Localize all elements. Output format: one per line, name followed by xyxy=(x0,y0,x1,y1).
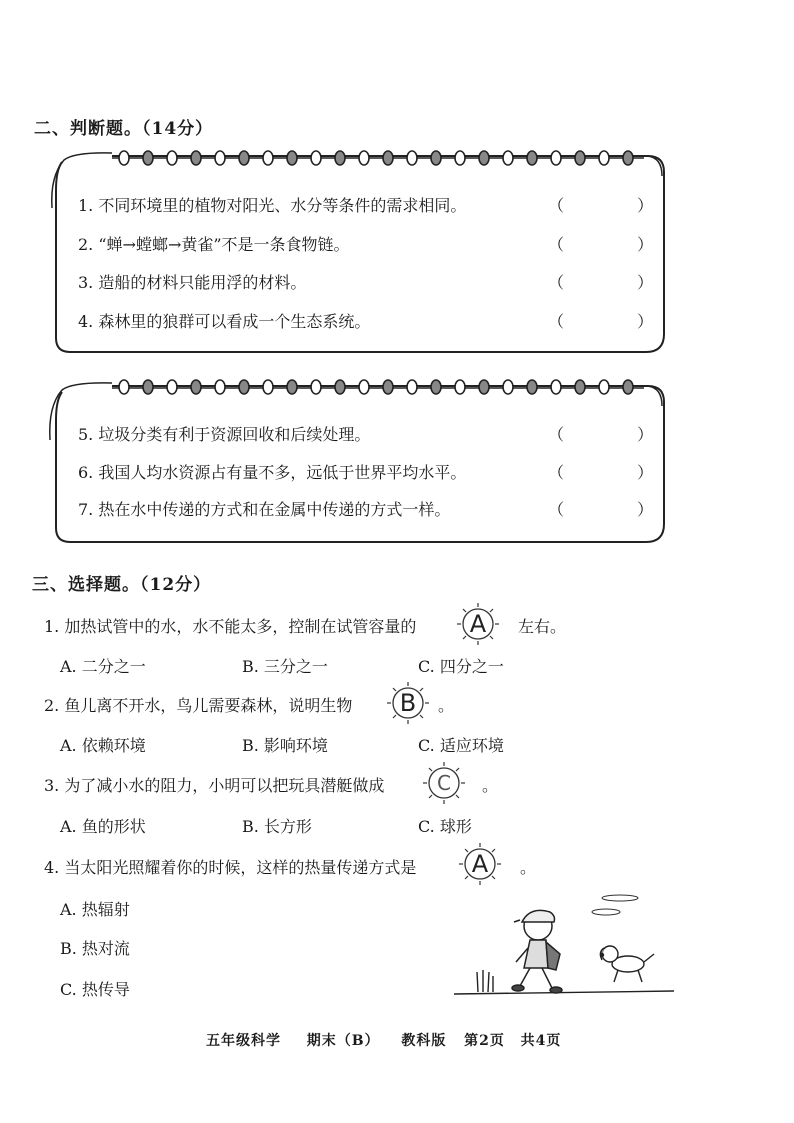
footer xyxy=(206,1030,561,1050)
footer-subject: 五年级科学 xyxy=(206,1033,281,1049)
answer-blank-3[interactable]: （ ） xyxy=(548,273,688,292)
q3-option-b: B. 长方形 xyxy=(242,817,312,836)
dog-illustration xyxy=(600,946,654,982)
q2-option-c: C. 适应环境 xyxy=(418,736,504,755)
choice-question-3: 3. 为了减小水的阻力，小明可以把玩具潜艇做成 xyxy=(44,776,385,795)
q1-option-a: A. 二分之一 xyxy=(60,657,146,676)
answer-blank-5[interactable]: （ ） xyxy=(548,425,688,444)
footer-exam: 期末（B） xyxy=(306,1033,380,1049)
judgment-question-3: 3. 造船的材料只能用浮的材料。 xyxy=(78,273,307,292)
section-2-title: 二、判断题。（14分） xyxy=(34,119,214,139)
q4-option-a: A. 热辐射 xyxy=(60,900,130,919)
judgment-question-5: 5. 垃圾分类有利于资源回收和后续处理。 xyxy=(78,425,371,444)
spiral-ring-icon xyxy=(116,377,636,397)
answer-slot-1[interactable] xyxy=(456,602,500,646)
handwritten-answer-2: B xyxy=(399,689,417,717)
handwritten-answer-4: A xyxy=(471,850,489,878)
q4-option-b: B. 热对流 xyxy=(60,939,130,958)
q4-option-c: C. 热传导 xyxy=(60,980,130,999)
judgment-question-2: 2. “蝉→螳螂→黄雀”不是一条食物链。 xyxy=(78,235,350,254)
judgment-question-1: 1. 不同环境里的植物对阳光、水分等条件的需求相同。 xyxy=(78,196,467,215)
q2-option-a: A. 依赖环境 xyxy=(60,736,146,755)
q1-option-b: B. 三分之一 xyxy=(242,657,328,676)
judgment-question-6: 6. 我国人均水资源占有量不多，远低于世界平均水平。 xyxy=(78,463,467,482)
footer-page: 第2页 xyxy=(464,1033,505,1049)
choice-question-4: 4. 当太阳光照耀着你的时候，这样的热量传递方式是 xyxy=(44,858,417,877)
q2-option-b: B. 影响环境 xyxy=(242,736,328,755)
answer-blank-6[interactable]: （ ） xyxy=(548,463,688,482)
answer-blank-4[interactable]: （ ） xyxy=(548,312,688,331)
answer-blank-1[interactable]: （ ） xyxy=(548,196,688,215)
q3-option-a: A. 鱼的形状 xyxy=(60,817,146,836)
answer-slot-2[interactable] xyxy=(386,681,430,725)
handwritten-answer-1: A xyxy=(469,610,487,638)
walking-boy-illustration xyxy=(450,890,680,1002)
choice-question-3-suffix: 。 xyxy=(482,776,499,795)
choice-question-1-suffix: 左右。 xyxy=(518,617,567,636)
q3-option-c: C. 球形 xyxy=(418,817,472,836)
judgment-question-7: 7. 热在水中传递的方式和在金属中传递的方式一样。 xyxy=(78,500,451,519)
choice-question-4-suffix: 。 xyxy=(520,858,537,877)
answer-blank-2[interactable]: （ ） xyxy=(548,235,688,254)
handwritten-answer-3: C xyxy=(437,771,451,795)
choice-question-2-suffix: 。 xyxy=(438,696,455,715)
footer-edition: 教科版 xyxy=(401,1033,447,1049)
judgment-question-4: 4. 森林里的狼群可以看成一个生态系统。 xyxy=(78,312,371,331)
answer-blank-7[interactable]: （ ） xyxy=(548,500,688,519)
q1-option-c: C. 四分之一 xyxy=(418,657,504,676)
ring-row-2 xyxy=(116,377,636,397)
answer-slot-3[interactable] xyxy=(422,761,466,805)
choice-question-2: 2. 鱼儿离不开水，鸟儿需要森林，说明生物 xyxy=(44,696,353,715)
choice-question-1: 1. 加热试管中的水，水不能太多，控制在试管容量的 xyxy=(44,617,417,636)
section-3-title: 三、选择题。（12分） xyxy=(32,575,212,595)
answer-slot-4[interactable] xyxy=(458,842,502,886)
footer-total: 共4页 xyxy=(520,1033,562,1049)
